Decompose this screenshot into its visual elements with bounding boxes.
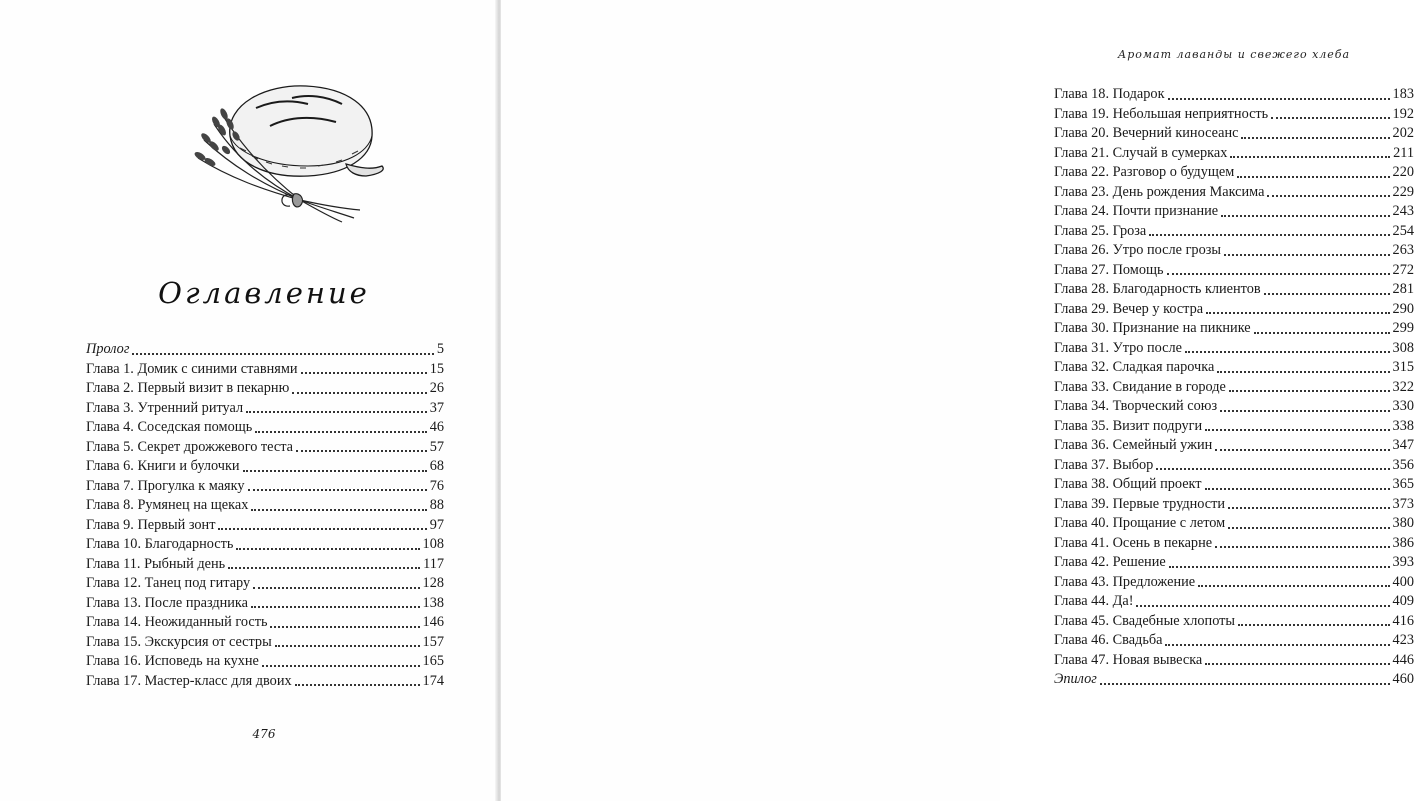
toc-entry-page: 5: [436, 341, 444, 357]
toc-entry[interactable]: [1054, 163, 1414, 183]
toc-entry-page: 338: [1392, 417, 1414, 434]
dot-leader: [1241, 137, 1389, 139]
right-page: [501, 0, 1414, 801]
toc-entry-title: Глава 7. Прогулка к маяку: [86, 477, 245, 494]
toc-entry[interactable]: [1054, 612, 1414, 632]
dot-leader: [228, 567, 420, 569]
running-head: Аромат лаванды и свежего хлеба: [1117, 48, 1351, 61]
dot-leader: [1215, 449, 1389, 451]
toc-entry-title: Эпилог: [1054, 671, 1097, 687]
dot-leader: [255, 431, 426, 433]
toc-entry-page: 386: [1392, 534, 1414, 551]
dot-leader: [1220, 410, 1389, 412]
toc-entry-page: 211: [1393, 144, 1414, 161]
toc-entry-title: Глава 17. Мастер-класс для двоих: [86, 672, 292, 689]
toc-entry-title: Глава 24. Почти признание: [1054, 203, 1219, 219]
toc-entry[interactable]: [86, 672, 444, 692]
toc-entry-title: Глава 23. День рождения Максима: [1054, 183, 1265, 200]
toc-entry-title: Глава 1. Домик с синими ставнями: [86, 360, 298, 377]
toc-entry[interactable]: [1054, 358, 1414, 378]
toc-entry[interactable]: [1054, 124, 1414, 144]
toc-entry-page: 183: [1392, 86, 1414, 102]
toc-entry[interactable]: [1054, 397, 1414, 417]
toc-entry-page: 393: [1392, 554, 1414, 570]
dot-leader: [301, 372, 427, 374]
page-number: 476: [252, 727, 276, 741]
toc-entry-page: 373: [1392, 495, 1414, 512]
toc-entry-title: Глава 45. Свадебные хлопоты: [1054, 612, 1236, 629]
toc-entry-title: Глава 18. Подарок: [1054, 86, 1165, 102]
toc-entry-title: Глава 6. Книги и булочки: [86, 458, 240, 474]
toc-entry[interactable]: [86, 613, 444, 633]
dot-leader: [1264, 293, 1390, 295]
dot-leader: [1205, 488, 1390, 490]
dot-leader: [1206, 312, 1389, 314]
dot-leader: [1230, 156, 1390, 158]
toc-entry-page: 347: [1392, 437, 1414, 453]
toc-entry-page: 409: [1392, 593, 1414, 609]
dot-leader: [1229, 390, 1390, 392]
toc-entry-title: Глава 34. Творческий союз: [1054, 398, 1218, 414]
toc-entry[interactable]: [1054, 319, 1414, 339]
toc-entry[interactable]: [86, 379, 444, 399]
toc-entry[interactable]: [1054, 85, 1414, 105]
toc-entry-title: Глава 32. Сладкая парочка: [1054, 359, 1215, 375]
toc-entry[interactable]: [86, 594, 444, 614]
dot-leader: [1228, 527, 1389, 529]
toc-entry-title: Глава 3. Утренний ритуал: [86, 399, 244, 416]
toc-entry-page: 26: [429, 380, 444, 396]
toc-entry-title: Глава 39. Первые трудности: [1054, 495, 1225, 512]
toc-entry-page: 356: [1392, 456, 1414, 473]
toc-entry-page: 192: [1392, 105, 1414, 122]
toc-entry[interactable]: [1054, 631, 1414, 651]
toc-entry-page: 290: [1392, 300, 1414, 317]
bread-and-lavender-illustration: [196, 78, 392, 224]
toc-entry-title: Глава 40. Прощание с летом: [1054, 515, 1226, 531]
toc-entry[interactable]: [1054, 261, 1414, 281]
bread-icon: [230, 86, 383, 176]
toc-entry-title: Глава 15. Экскурсия от сестры: [86, 633, 272, 650]
toc-entry[interactable]: [1054, 651, 1414, 671]
toc-entry-page: 299: [1392, 320, 1414, 336]
toc-entry[interactable]: [1054, 573, 1414, 593]
dot-leader: [251, 509, 426, 511]
dot-leader: [1205, 663, 1389, 665]
dot-leader: [1215, 546, 1389, 548]
toc-entry[interactable]: [1054, 144, 1414, 164]
toc-entry-title: Глава 16. Исповедь на кухне: [86, 653, 259, 669]
dot-leader: [253, 587, 419, 589]
dot-leader: [1254, 332, 1390, 334]
toc-list-right: [1054, 85, 1414, 690]
toc-entry-title: Глава 27. Помощь: [1054, 261, 1164, 278]
dot-leader: [251, 606, 420, 608]
toc-entry-title: Глава 29. Вечер у костра: [1054, 300, 1204, 317]
toc-entry[interactable]: [86, 457, 444, 477]
toc-entry[interactable]: [86, 340, 444, 360]
left-page: [0, 0, 497, 801]
toc-entry-title: Глава 12. Танец под гитару: [86, 575, 251, 591]
dot-leader: [1185, 351, 1390, 353]
toc-entry-title: Глава 33. Свидание в городе: [1054, 378, 1226, 395]
dot-leader: [262, 665, 420, 667]
toc-entry-page: 174: [422, 672, 444, 689]
dot-leader: [243, 470, 427, 472]
toc-entry-page: 315: [1392, 359, 1414, 375]
toc-entry[interactable]: [86, 399, 444, 419]
toc-entry-title: Глава 30. Признание на пикнике: [1054, 320, 1251, 336]
toc-entry-page: 460: [1392, 671, 1414, 687]
toc-entry-title: Глава 21. Случай в сумерках: [1054, 144, 1228, 161]
toc-entry-page: 68: [429, 458, 444, 474]
toc-entry-page: 88: [429, 497, 444, 513]
dot-leader: [1267, 195, 1389, 197]
toc-entry[interactable]: [86, 360, 444, 380]
toc-entry-title: Глава 25. Гроза: [1054, 222, 1147, 239]
toc-entry[interactable]: [1054, 339, 1414, 359]
toc-entry-title: Глава 13. После праздника: [86, 594, 249, 611]
toc-entry-page: 446: [1392, 651, 1414, 668]
toc-entry[interactable]: [1054, 280, 1414, 300]
toc-entry-title: Глава 11. Рыбный день: [86, 555, 226, 572]
toc-list-left: [86, 340, 444, 691]
toc-entry-title: Глава 37. Выбор: [1054, 456, 1154, 473]
dot-leader: [1205, 429, 1389, 431]
toc-entry-page: 146: [422, 614, 444, 630]
toc-entry-title: Пролог: [86, 341, 130, 357]
toc-entry-page: 272: [1392, 261, 1414, 278]
dot-leader: [1198, 585, 1389, 587]
toc-entry-title: Глава 2. Первый визит в пекарню: [86, 380, 290, 396]
toc-entry[interactable]: [86, 477, 444, 497]
dot-leader: [236, 548, 419, 550]
toc-entry-title: Глава 14. Неожиданный гость: [86, 614, 268, 630]
toc-entry-page: 281: [1392, 281, 1414, 297]
toc-entry-page: 400: [1392, 573, 1414, 590]
dot-leader: [1238, 624, 1390, 626]
toc-entry[interactable]: [1054, 456, 1414, 476]
dot-leader: [275, 645, 420, 647]
toc-entry-title: Глава 44. Да!: [1054, 593, 1134, 609]
dot-leader: [1237, 176, 1389, 178]
toc-entry-page: 254: [1392, 222, 1414, 239]
toc-entry[interactable]: [1054, 241, 1414, 261]
toc-entry[interactable]: [86, 652, 444, 672]
dot-leader: [1168, 98, 1390, 100]
dot-leader: [1221, 215, 1389, 217]
toc-entry-page: 117: [423, 555, 444, 572]
dot-leader: [132, 353, 433, 355]
toc-entry-page: 243: [1392, 203, 1414, 219]
toc-entry-title: Глава 10. Благодарность: [86, 536, 234, 552]
dot-leader: [248, 489, 427, 491]
toc-entry[interactable]: [1054, 300, 1414, 320]
dot-leader: [1156, 468, 1389, 470]
toc-entry[interactable]: [86, 418, 444, 438]
dot-leader: [292, 392, 426, 394]
dot-leader: [1167, 273, 1390, 275]
dot-leader: [295, 684, 420, 686]
toc-entry-page: 138: [422, 594, 444, 611]
toc-entry[interactable]: [1054, 222, 1414, 242]
toc-entry[interactable]: [1054, 183, 1414, 203]
dot-leader: [1224, 254, 1390, 256]
toc-entry[interactable]: [86, 574, 444, 594]
toc-entry-page: 416: [1392, 612, 1414, 629]
toc-entry-title: Глава 47. Новая вывеска: [1054, 651, 1203, 668]
toc-entry-page: 202: [1392, 125, 1414, 141]
toc-entry-page: 46: [429, 419, 444, 435]
toc-entry-page: 37: [429, 399, 444, 416]
toc-entry-page: 220: [1392, 164, 1414, 180]
toc-entry[interactable]: [86, 535, 444, 555]
toc-entry-title: Глава 43. Предложение: [1054, 573, 1196, 590]
toc-entry[interactable]: [1054, 534, 1414, 554]
toc-entry[interactable]: [1054, 105, 1414, 125]
dot-leader: [1165, 644, 1389, 646]
dot-leader: [1100, 683, 1390, 685]
toc-entry-title: Глава 26. Утро после грозы: [1054, 242, 1221, 258]
toc-entry-title: Глава 35. Визит подруги: [1054, 417, 1203, 434]
toc-entry-title: Глава 9. Первый зонт: [86, 516, 216, 533]
toc-entry[interactable]: [86, 438, 444, 458]
toc-entry[interactable]: [86, 496, 444, 516]
toc-entry-page: 108: [422, 536, 444, 552]
dot-leader: [246, 411, 427, 413]
toc-entry-title: Глава 4. Соседская помощь: [86, 419, 253, 435]
toc-entry-page: 322: [1392, 378, 1414, 395]
toc-entry-page: 165: [422, 653, 444, 669]
toc-entry-page: 365: [1392, 476, 1414, 492]
toc-entry-page: 128: [422, 575, 444, 591]
dot-leader: [270, 626, 419, 628]
toc-entry[interactable]: [1054, 553, 1414, 573]
toc-entry-page: 229: [1392, 183, 1414, 200]
toc-entry-page: 308: [1392, 339, 1414, 356]
dot-leader: [1136, 605, 1389, 607]
toc-entry[interactable]: [86, 555, 444, 575]
dot-leader: [1217, 371, 1389, 373]
toc-heading: Оглавление: [158, 276, 370, 310]
toc-entry-title: Глава 36. Семейный ужин: [1054, 437, 1213, 453]
toc-entry[interactable]: [86, 516, 444, 536]
toc-entry[interactable]: [1054, 670, 1414, 690]
toc-entry[interactable]: [86, 633, 444, 653]
toc-entry-title: Глава 28. Благодарность клиентов: [1054, 281, 1261, 297]
dot-leader: [218, 528, 426, 530]
toc-entry-title: Глава 19. Небольшая неприятность: [1054, 105, 1269, 122]
toc-entry-title: Глава 5. Секрет дрожжевого теста: [86, 438, 293, 455]
toc-entry-title: Глава 20. Вечерний киносеанс: [1054, 125, 1239, 141]
toc-entry[interactable]: [1054, 436, 1414, 456]
dot-leader: [1169, 566, 1390, 568]
toc-entry[interactable]: [1054, 202, 1414, 222]
toc-entry-title: Глава 38. Общий проект: [1054, 476, 1202, 492]
dot-leader: [296, 450, 427, 452]
toc-entry-page: 157: [422, 633, 444, 650]
toc-entry-page: 76: [429, 477, 444, 494]
toc-entry[interactable]: [1054, 475, 1414, 495]
toc-entry-title: Глава 46. Свадьба: [1054, 632, 1163, 648]
toc-entry-page: 263: [1392, 242, 1414, 258]
toc-entry-page: 97: [429, 516, 444, 533]
toc-entry[interactable]: [1054, 592, 1414, 612]
toc-entry-page: 15: [429, 360, 444, 377]
toc-entry-page: 57: [429, 438, 444, 455]
dot-leader: [1228, 507, 1390, 509]
dot-leader: [1271, 117, 1389, 119]
toc-entry-title: Глава 41. Осень в пекарне: [1054, 534, 1213, 551]
toc-entry[interactable]: [1054, 495, 1414, 515]
dot-leader: [1149, 234, 1389, 236]
toc-entry[interactable]: [1054, 417, 1414, 437]
toc-entry-title: Глава 8. Румянец на щеках: [86, 497, 249, 513]
toc-entry-title: Глава 42. Решение: [1054, 554, 1166, 570]
toc-entry-page: 380: [1392, 515, 1414, 531]
toc-entry-title: Глава 22. Разговор о будущем: [1054, 164, 1235, 180]
toc-entry[interactable]: [1054, 514, 1414, 534]
toc-entry-title: Глава 31. Утро после: [1054, 339, 1182, 356]
toc-entry[interactable]: [1054, 378, 1414, 398]
toc-entry-page: 423: [1392, 632, 1414, 648]
toc-entry-page: 330: [1392, 398, 1414, 414]
